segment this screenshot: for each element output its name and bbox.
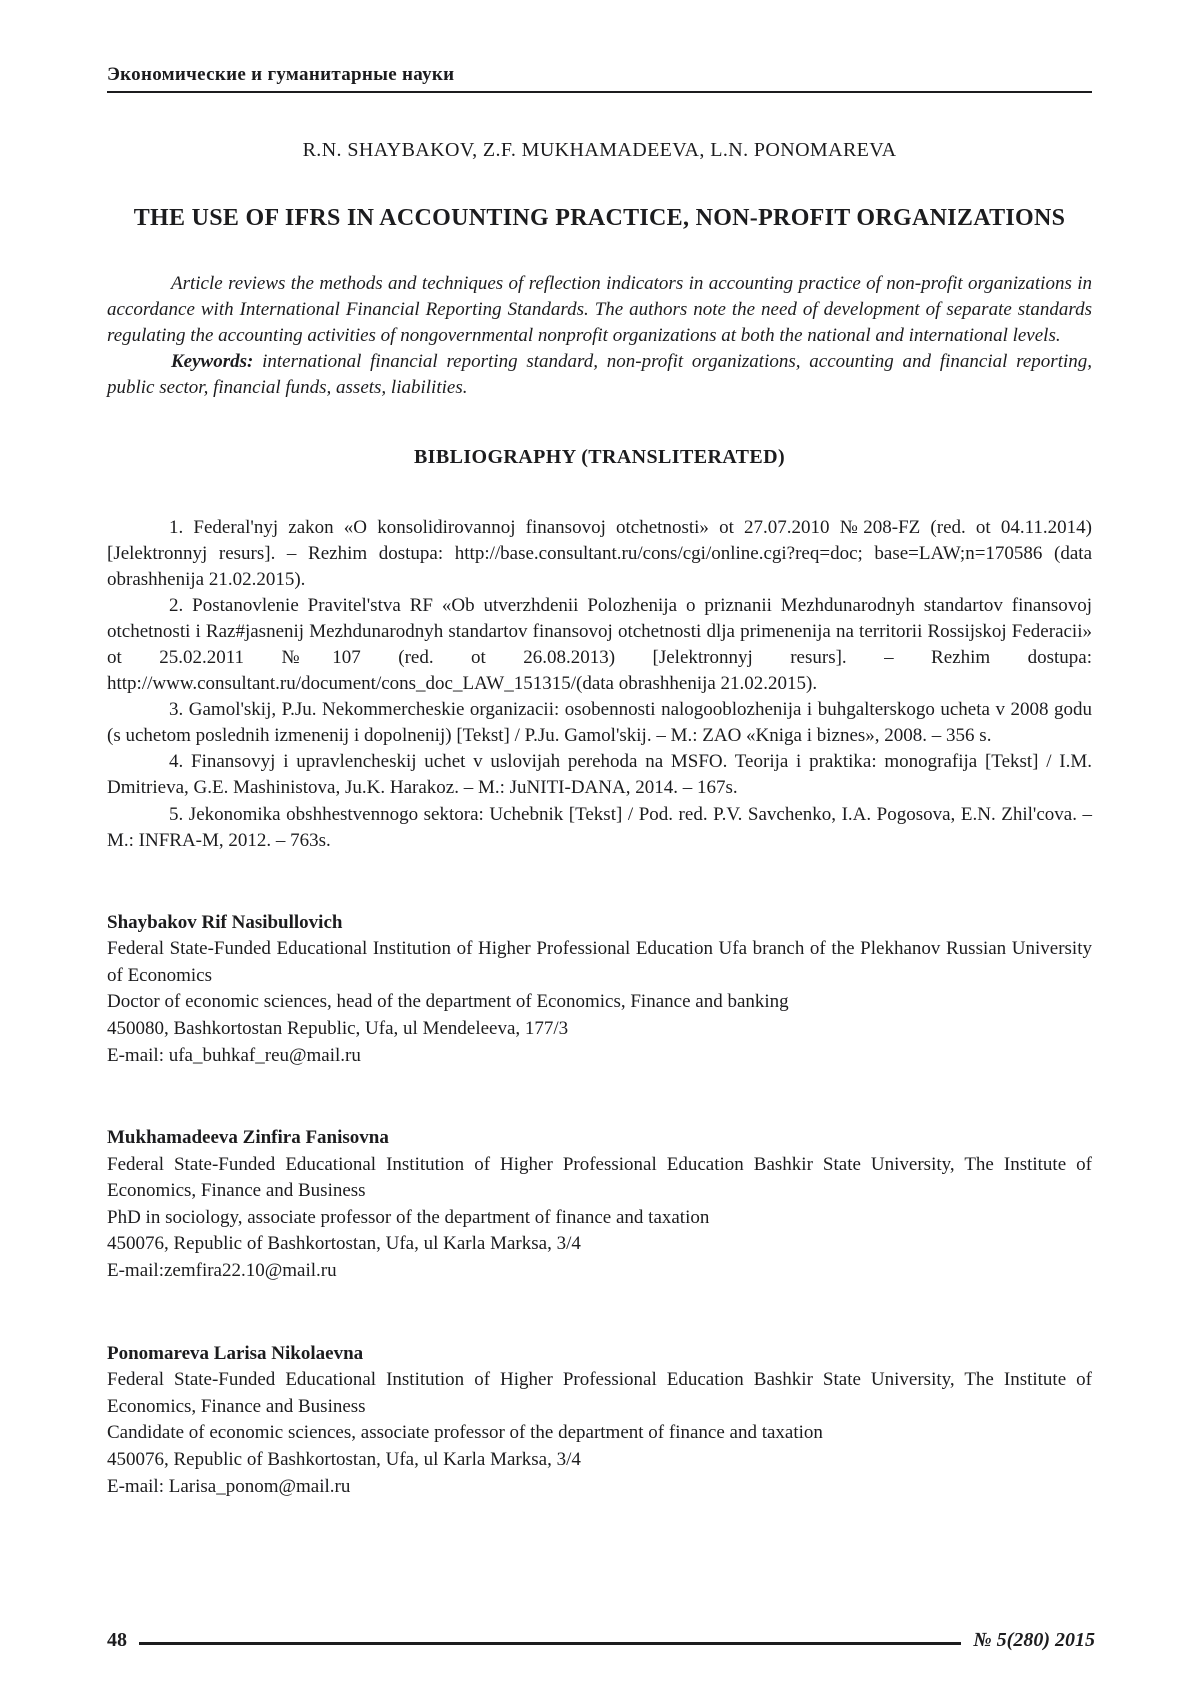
author-position: PhD in sociology, associate professor of the department of finance and taxation — [107, 1206, 710, 1228]
author-affiliation: Federal State-Funded Educational Institution of Higher Professional Education Ufa branch of the Plekhanov Russian University of Economics — [107, 938, 1092, 986]
page-footer — [107, 1629, 1095, 1652]
footer-rule — [139, 1642, 961, 1645]
author-name: Ponomareva Larisa Nikolaevna — [107, 1342, 364, 1364]
abstract-text: Article reviews the methods and techniques of reflection indicators in accounting practice of non-profit organizations in accordance with International Financial Reporting Standards. The authors note the need of development of separate standards regulating the accounting activities of nongovernmental nonprofit organizations at both the national and international levels. — [107, 273, 1092, 346]
bibliography-item: 4. Finansovyj i upravlencheskij uchet v uslovijah perehoda na MSFO. Teorija i praktika: monografija [Tekst] / I.M. Dmitrieva, G.E. Mashinistova, Ju.K. Harakoz. – M.: JuNITI-DANA, 2014. – 167s. — [107, 751, 1092, 799]
bibliography-item: 2. Postanovlenie Pravitel'stva RF «Ob utverzhdenii Polozhenija o priznanii Mezhdunarodnyh standartov finansovoj otchetnosti i Raz#jasnenij Mezhdunarodnyh standartov finansovoj otchetnosti dlja primenenija na territorii Rossijskoj Federacii» ot 25.02.2011 №107 (red. ot 26.08.2013) [Jelektronnyj resurs]. – Rezhim dostupa: http://www.consultant.ru/document/cons_doc_LAW_151315/(data obrashhenija 21.02.2015). — [107, 595, 1092, 695]
author-position: Candidate of economic sciences, associate professor of the department of finance and taxation — [107, 1422, 823, 1444]
author-info-block — [107, 1341, 1092, 1501]
paper-title: THE USE OF IFRS IN ACCOUNTING PRACTICE, NON-PROFIT ORGANIZATIONS — [133, 205, 1066, 231]
keywords-label: Keywords: — [171, 350, 254, 372]
keywords-text: international financial reporting standard, non-profit organizations, accounting and financial reporting, public sector, financial funds, assets, liabilities. — [107, 350, 1092, 398]
author-name: Shaybakov Rif Nasibullovich — [107, 911, 343, 933]
author-info-block — [107, 1125, 1092, 1285]
author-name: Mukhamadeeva Zinfira Fanisovna — [107, 1127, 389, 1149]
bibliography-item: 1. Federal'nyj zakon «O konsolidirovannoj finansovoj otchetnosti» ot 27.07.2010 №208-FZ (red. ot 04.11.2014) [Jelektronnyj resurs]. – Rezhim dostupa: http://base.consultant.ru/cons/cgi/online.cgi?req=doc; base=LAW;n=170586 (data obrashhenija 21.02.2015). — [107, 517, 1092, 591]
keywords-line — [107, 349, 1092, 401]
author-email: E-mail: ufa_buhkaf_reu@mail.ru — [107, 1044, 361, 1066]
bibliography-item: 5. Jekonomika obshhestvennogo sektora: Uchebnik [Tekst] / Pod. red. P.V. Savchenko, I.A. Pogosova, E.N. Zhil'cova. – M.: INFRA-M, 2012. – 763s. — [107, 803, 1092, 851]
author-address: 450076, Republic of Bashkortostan, Ufa, ul Karla Marksa, 3/4 — [107, 1449, 581, 1471]
author-position: Doctor of economic sciences, head of the department of Economics, Finance and banking — [107, 991, 789, 1013]
section-title-bibliography: BIBLIOGRAPHY (TRANSLITERATED) — [413, 446, 786, 469]
authors-line: R.N. SHAYBAKOV, Z.F. MUKHAMADEEVA, L.N. PONOMAREVA — [302, 139, 897, 161]
author-affiliation: Federal State-Funded Educational Institution of Higher Professional Education Bashkir State University, The Institute of Economics, Finance and Business — [107, 1369, 1092, 1417]
running-head: Экономические и гуманитарные науки — [107, 64, 1092, 93]
page-number: 48 — [107, 1629, 127, 1651]
bibliography-item: 3. Gamol'skij, P.Ju. Nekommercheskie organizacii: osobennosti nalogooblozhenija i buhgalterskogo ucheta v 2008 godu (s uchetom poslednih izmenenij i dopolnenij) [Tekst] / P.Ju. Gamol'skij. – M.: ZAO «Kniga i biznes», 2008. – 356 s. — [107, 699, 1092, 747]
author-email: E-mail:zemfira22.10@mail.ru — [107, 1260, 337, 1282]
author-affiliation: Federal State-Funded Educational Institution of Higher Professional Education Bashkir State University, The Institute of Economics, Finance and Business — [107, 1153, 1092, 1202]
author-email: E-mail: Larisa_ponom@mail.ru — [107, 1475, 351, 1497]
author-address: 450076, Republic of Bashkortostan, Ufa, ul Karla Marksa, 3/4 — [107, 1233, 581, 1255]
abstract-block — [107, 271, 1092, 400]
author-info-block — [107, 910, 1092, 1070]
issue-label: № 5(280) 2015 — [973, 1629, 1095, 1651]
author-address: 450080, Bashkortostan Republic, Ufa, ul Mendeleeva, 177/3 — [107, 1017, 569, 1039]
bibliography-list — [107, 515, 1092, 853]
